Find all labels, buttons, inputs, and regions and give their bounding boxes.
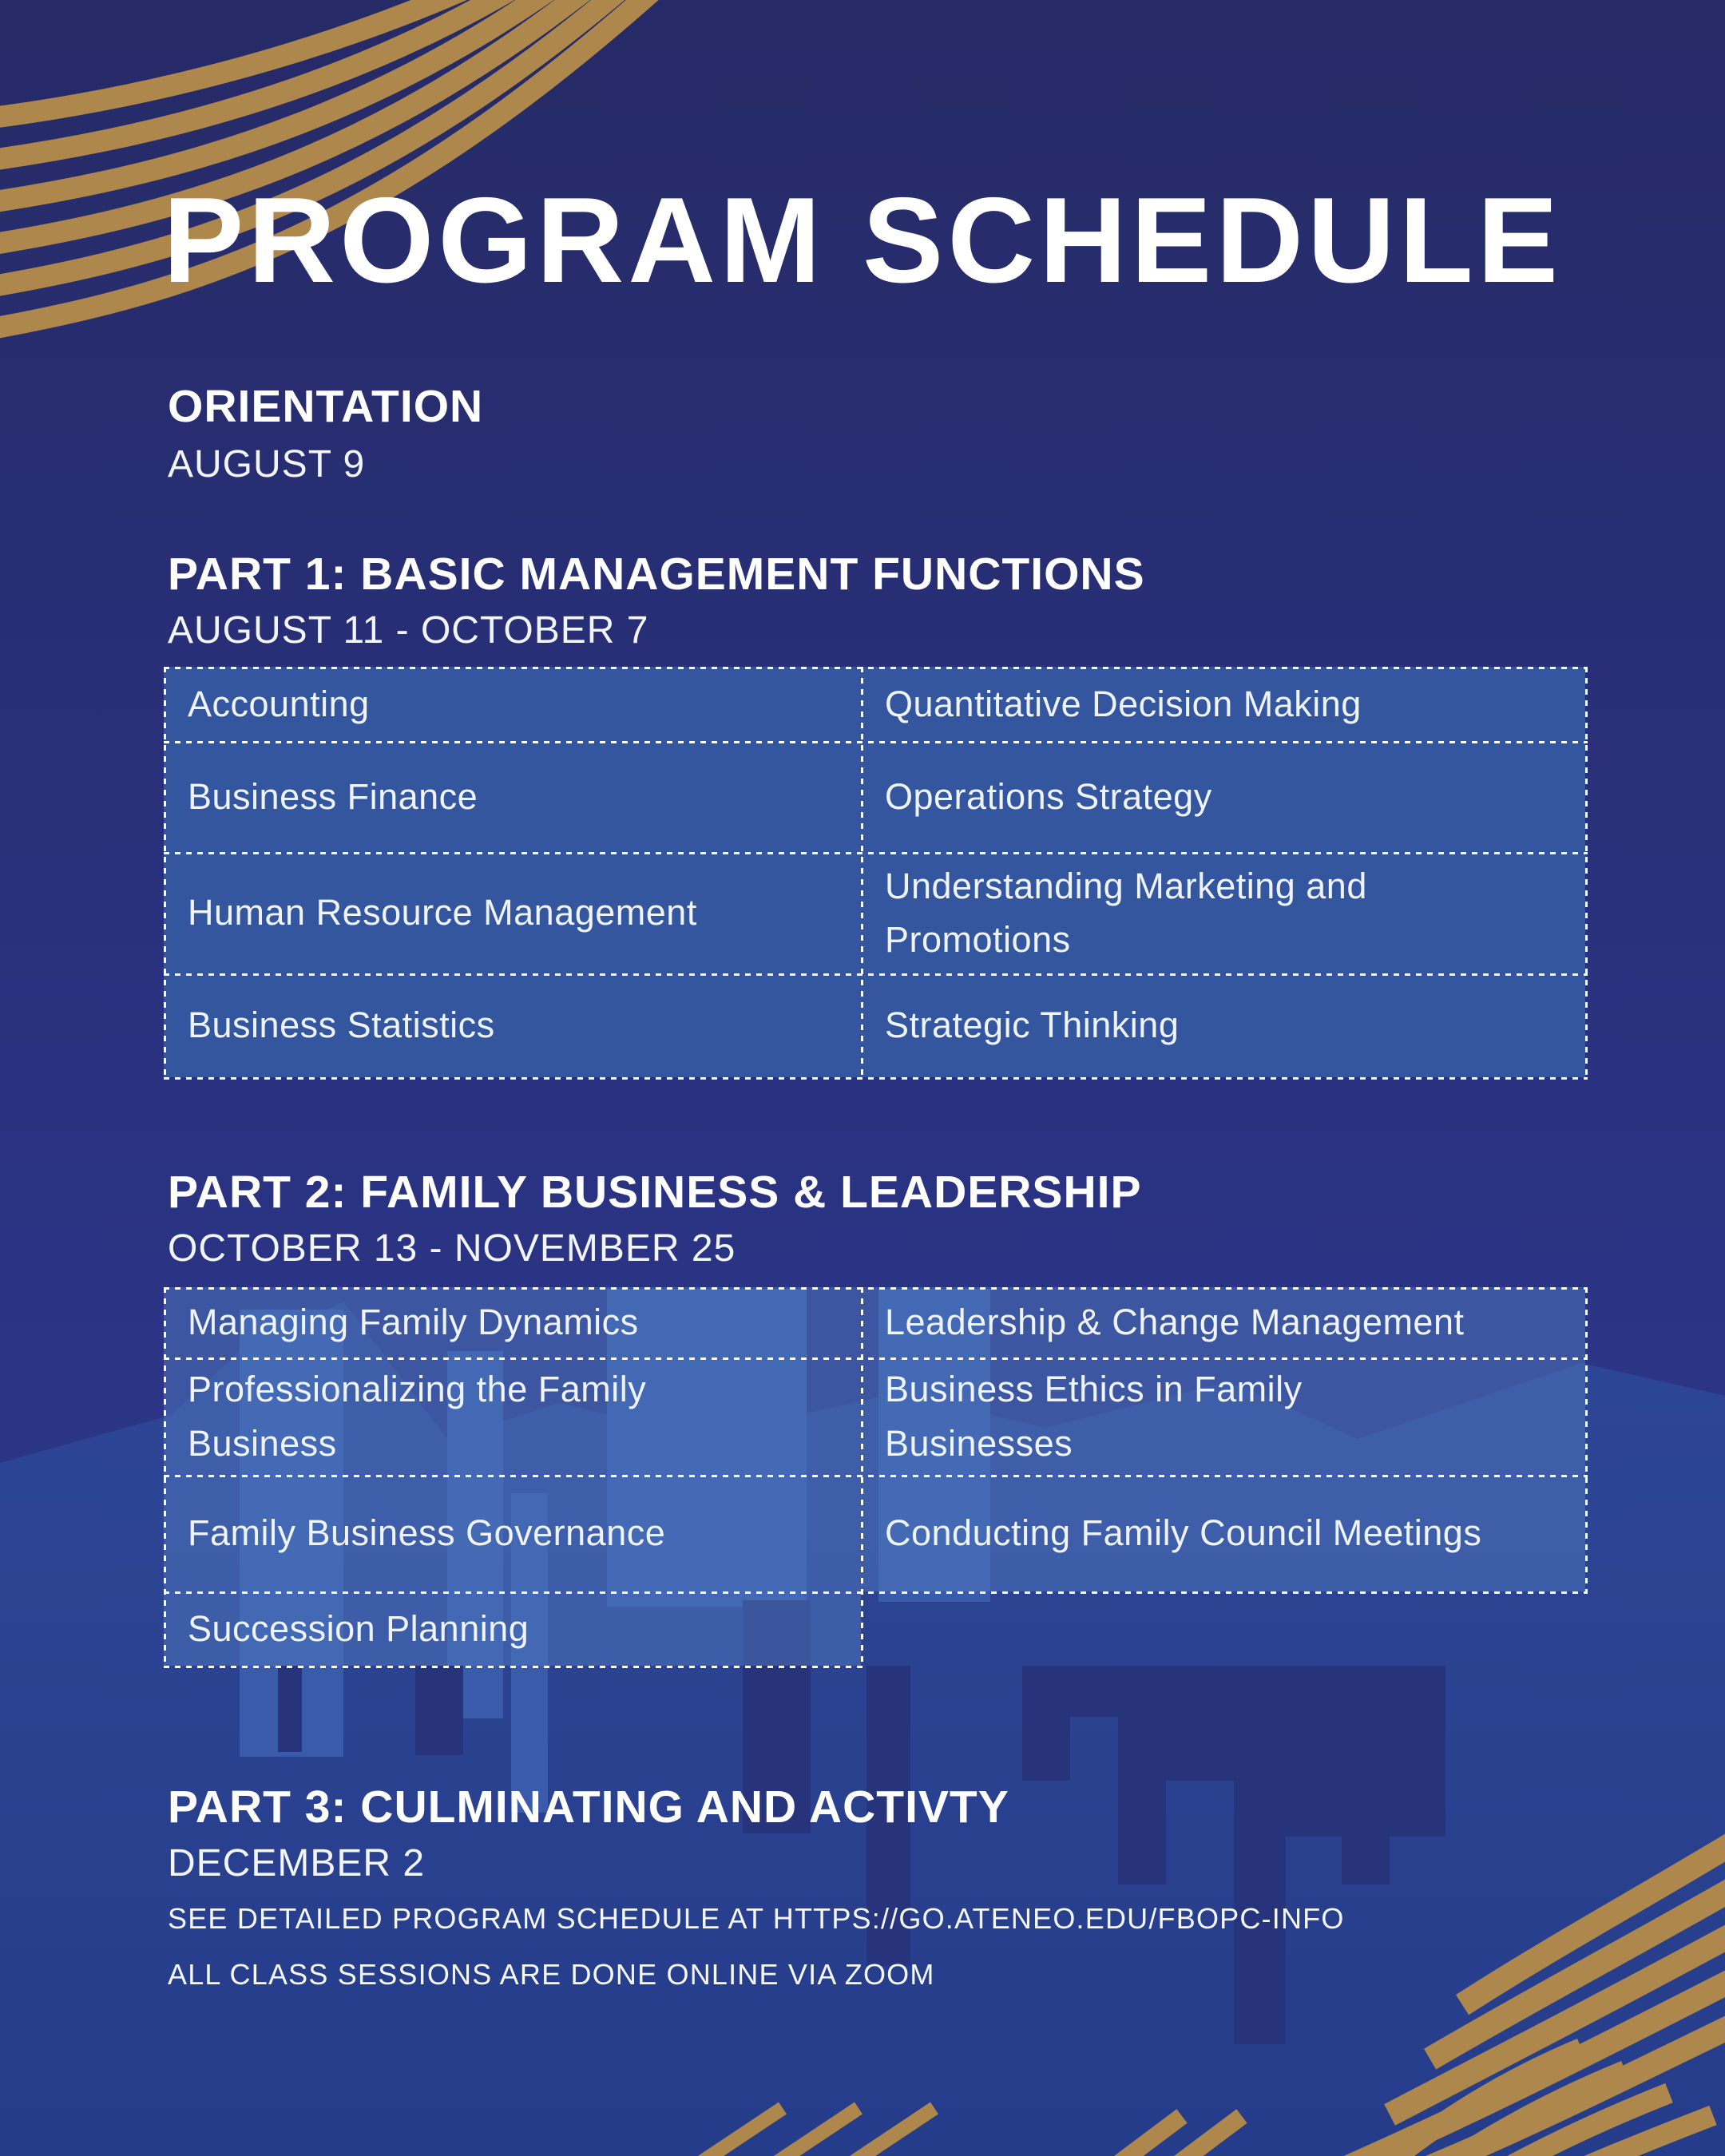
part1-course-table xyxy=(164,667,1585,1077)
table-cell: Leadership & Change Management xyxy=(861,1287,1585,1357)
table-border xyxy=(164,1077,1588,1080)
page-title: PROGRAM SCHEDULE xyxy=(162,172,1563,308)
table-border xyxy=(164,1287,166,1666)
table-cell: Succession Planning xyxy=(164,1591,861,1666)
footer-zoom-note: ALL CLASS SESSIONS ARE DONE ONLINE VIA ZOOM xyxy=(168,1958,935,1991)
table-border xyxy=(1585,1287,1588,1591)
table-border xyxy=(861,1287,863,1666)
table-cell: Operations Strategy xyxy=(861,741,1585,852)
table-border xyxy=(164,1475,1588,1477)
table-cell: Quantitative Decision Making xyxy=(861,667,1585,741)
table-border xyxy=(164,1666,863,1668)
table-border xyxy=(1585,667,1588,1077)
table-border xyxy=(164,973,1588,976)
footer-schedule-url: SEE DETAILED PROGRAM SCHEDULE AT HTTPS://GO.ATENEO.EDU/FBOPC-INFO xyxy=(168,1902,1345,1935)
table-cell: Business Ethics in Family Businesses xyxy=(861,1357,1585,1475)
table-border xyxy=(164,1591,1588,1594)
part2-course-table xyxy=(164,1287,1585,1666)
table-cell: Accounting xyxy=(164,667,861,741)
table-border xyxy=(164,1357,1588,1360)
table-border xyxy=(164,667,166,1077)
table-border xyxy=(164,852,1588,854)
section-date-part1: AUGUST 11 - OCTOBER 7 xyxy=(168,609,649,652)
table-cell: Human Resource Management xyxy=(164,852,861,973)
table-cell: Conducting Family Council Meetings xyxy=(861,1475,1585,1591)
table-cell: Business Statistics xyxy=(164,973,861,1077)
table-cell: Managing Family Dynamics xyxy=(164,1287,861,1357)
section-date-orientation: AUGUST 9 xyxy=(168,443,366,485)
table-border xyxy=(164,1287,1588,1290)
table-cell: Business Finance xyxy=(164,741,861,852)
table-border xyxy=(164,667,1588,669)
section-date-part2: OCTOBER 13 - NOVEMBER 25 xyxy=(168,1227,736,1270)
section-date-part3: DECEMBER 2 xyxy=(168,1842,426,1885)
table-border xyxy=(164,741,1588,743)
section-heading-part3: PART 3: CULMINATING AND ACTIVTY xyxy=(168,1781,1009,1833)
table-border xyxy=(861,667,863,1077)
table-cell: Understanding Marketing and Promotions xyxy=(861,852,1585,973)
section-heading-orientation: ORIENTATION xyxy=(168,381,484,432)
section-heading-part2: PART 2: FAMILY BUSINESS & LEADERSHIP xyxy=(168,1167,1142,1218)
table-cell: Professionalizing the Family Business xyxy=(164,1357,861,1475)
table-cell: Strategic Thinking xyxy=(861,973,1585,1077)
section-heading-part1: PART 1: BASIC MANAGEMENT FUNCTIONS xyxy=(168,549,1145,600)
table-cell: Family Business Governance xyxy=(164,1475,861,1591)
